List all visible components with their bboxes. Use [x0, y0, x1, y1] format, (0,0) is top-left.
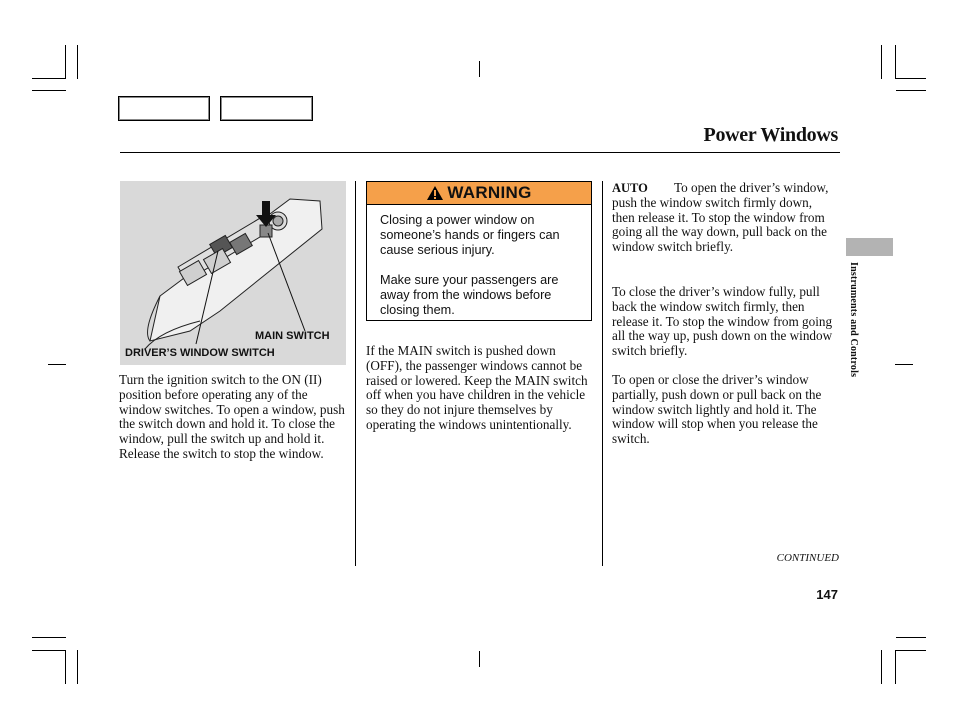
auto-paragraph-text: To open the driver’s window, push the window switch firmly down, then release it. To stop the window from going all the way down, pull back on the window switch briefly. [612, 180, 829, 255]
column-divider-1 [355, 181, 356, 566]
close-paragraph: To close the driver’s window fully, pull back the window switch firmly, then release it. To stop the window from going all the way up, push down on the window switch briefly. [612, 284, 833, 359]
page-number: 147 [816, 587, 838, 602]
nav-box-2[interactable] [220, 96, 313, 121]
auto-paragraph [612, 181, 836, 255]
auto-label: AUTO [612, 181, 648, 195]
main-switch-paragraph: If the MAIN switch is pushed down (OFF), the passenger windows cannot be raised or lowered. Keep the MAIN switch off when you have children in the vehicle so they do not injure themselves by operating the windows unintentionally. [366, 343, 588, 432]
warning-box [366, 181, 592, 321]
header-rule [120, 152, 840, 153]
nav-box-1[interactable] [118, 96, 210, 121]
warning-body [367, 205, 591, 318]
partial-paragraph: To open or close the driver’s window partially, push down or pull back on the window switch lightly and hold it. The window will stop when you release the switch. [612, 372, 822, 447]
drivers-window-switch-label: DRIVER’S WINDOW SWITCH [125, 347, 275, 359]
section-tab[interactable] [846, 238, 893, 256]
section-tab-label: Instruments and Controls [848, 262, 859, 378]
ignition-paragraph: Turn the ignition switch to the ON (II) position before operating any of the window switches. To open a window, push the switch down and hold it. To close the window, pull the switch up and hold it. Release the switch to stop the window. [119, 372, 345, 461]
warning-heading: WARNING [447, 183, 532, 202]
warning-text-1: Closing a power window on someone’s hands or fingers can cause serious injury. [380, 213, 560, 257]
main-switch-label: MAIN SWITCH [255, 330, 330, 342]
column-divider-2 [602, 181, 603, 566]
warning-triangle-icon [426, 185, 444, 201]
warning-text-2: Make sure your passengers are away from the windows before closing them. [380, 273, 559, 317]
page-title: Power Windows [703, 124, 838, 146]
warning-header [367, 182, 591, 205]
continued-label: CONTINUED [776, 552, 839, 564]
